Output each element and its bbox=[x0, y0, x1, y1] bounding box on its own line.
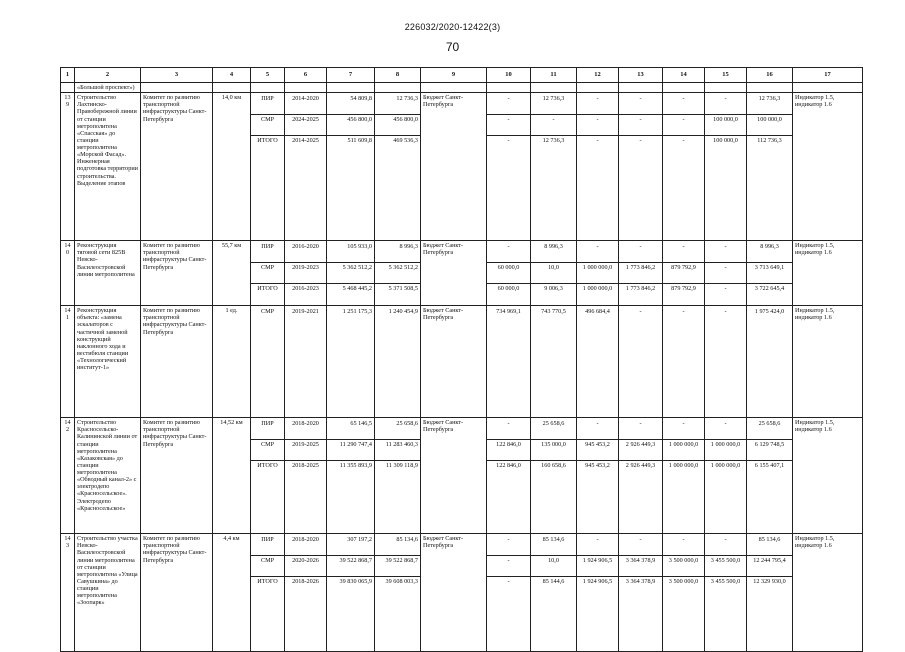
value-col-10: 122 846,0 bbox=[487, 440, 530, 461]
column-number-8: 8 bbox=[375, 68, 421, 83]
funding-source: Бюджет Санкт-Петербурга bbox=[421, 418, 487, 534]
value-col-12: - bbox=[577, 419, 618, 440]
value-col-16: 100 000,0 bbox=[747, 115, 792, 136]
remaining-cost: 1 240 454,9 bbox=[388, 308, 418, 316]
value-col-10: - bbox=[487, 94, 530, 115]
total-cost: 39 830 065,9 bbox=[339, 578, 372, 586]
stage-type: ПИР bbox=[251, 419, 284, 440]
value-col-15: 3 455 500,0 bbox=[710, 578, 741, 586]
value-col-10-cell bbox=[487, 241, 531, 306]
capacity: 14,52 км bbox=[213, 418, 251, 534]
column-number-17: 17 bbox=[793, 68, 863, 83]
value-col-15-cell bbox=[705, 93, 747, 241]
stage-type: ПИР bbox=[251, 94, 284, 115]
total-cost: 65 146,5 bbox=[327, 419, 374, 440]
continuation-row bbox=[61, 83, 863, 93]
stage-type-cell bbox=[251, 241, 285, 306]
value-col-12: 1 000 000,0 bbox=[577, 263, 618, 284]
total-cost: 456 800,0 bbox=[327, 115, 374, 136]
remaining-cost-cell bbox=[375, 418, 421, 534]
value-col-13: - bbox=[619, 94, 662, 115]
value-col-12: - bbox=[577, 535, 618, 556]
total-cost-cell bbox=[327, 241, 375, 306]
total-cost: 307 197,2 bbox=[327, 535, 374, 556]
object-name: Строительство Красносельско-Калининской линии от станции метрополитена «Казаковская» до станции метрополитена «Обводный канал-2» с электродепо «Красносельское». Электродепо «Красносельское» bbox=[75, 418, 141, 534]
value-col-15-cell bbox=[705, 418, 747, 534]
value-col-12: - bbox=[577, 115, 618, 136]
value-col-15-cell bbox=[705, 306, 747, 418]
remaining-cost-cell bbox=[375, 306, 421, 418]
column-number-13: 13 bbox=[619, 68, 663, 83]
indicator: Индикатор 1.5, индикатор 1.6 bbox=[793, 241, 863, 306]
value-col-10-cell bbox=[487, 534, 531, 652]
column-number-4: 4 bbox=[213, 68, 251, 83]
funding-source: Бюджет Санкт-Петербурга bbox=[421, 306, 487, 418]
total-cost: 11 355 893,9 bbox=[339, 462, 372, 470]
total-cost-cell bbox=[327, 418, 375, 534]
value-col-16: 12 329 930,0 bbox=[753, 578, 786, 586]
stage-type: СМР bbox=[251, 115, 284, 136]
column-number-6: 6 bbox=[285, 68, 327, 83]
value-col-10: 60 000,0 bbox=[487, 263, 530, 284]
stage-type: ПИР bbox=[251, 535, 284, 556]
stage-type: ПИР bbox=[251, 242, 284, 263]
value-col-15-cell bbox=[705, 241, 747, 306]
value-col-14: - bbox=[663, 419, 704, 440]
stage-type: ИТОГО bbox=[257, 578, 278, 586]
value-col-10: 734 969,1 bbox=[496, 308, 521, 316]
object-name: Реконструкция объекта: «замена эскалаторов с частичной заменой конструкций наклонного хода и вестибюля станции «Технологический институт-1» bbox=[75, 306, 141, 418]
column-number-1: 1 bbox=[61, 68, 75, 83]
stage-period: 2018-2020 bbox=[285, 535, 326, 556]
value-col-14: 879 792,9 bbox=[671, 285, 696, 293]
stage-period: 2016-2020 bbox=[285, 242, 326, 263]
value-col-13-cell bbox=[619, 418, 663, 534]
column-number-3: 3 bbox=[141, 68, 213, 83]
value-col-14: - bbox=[663, 94, 704, 115]
value-col-16-cell bbox=[747, 534, 793, 652]
value-col-13: 2 926 449,3 bbox=[619, 440, 662, 461]
value-col-13: 2 926 449,3 bbox=[625, 462, 656, 470]
value-col-13-cell bbox=[619, 534, 663, 652]
value-col-10: 60 000,0 bbox=[497, 285, 520, 293]
value-col-15: 1 000 000,0 bbox=[705, 440, 746, 461]
column-number-7: 7 bbox=[327, 68, 375, 83]
value-col-12: 1 924 906,5 bbox=[577, 556, 618, 577]
value-col-15: - bbox=[724, 285, 727, 293]
value-col-10-cell bbox=[487, 418, 531, 534]
table-row bbox=[61, 418, 863, 534]
stage-period: 2024-2025 bbox=[285, 115, 326, 136]
total-cost: 54 809,8 bbox=[327, 94, 374, 115]
remaining-cost: 8 996,3 bbox=[375, 242, 420, 263]
value-col-12-cell bbox=[577, 93, 619, 241]
value-col-14: 3 500 000,0 bbox=[663, 556, 704, 577]
total-cost: 105 933,0 bbox=[327, 242, 374, 263]
funding-source: Бюджет Санкт-Петербурга bbox=[421, 93, 487, 241]
value-col-11: 9 006,3 bbox=[544, 285, 563, 293]
value-col-13: - bbox=[639, 308, 642, 316]
value-col-12: - bbox=[596, 137, 599, 145]
stage-period: 2016-2023 bbox=[292, 285, 319, 293]
column-number-11: 11 bbox=[531, 68, 577, 83]
stage-period: 2019-2021 bbox=[292, 308, 319, 316]
value-col-11: 135 000,0 bbox=[531, 440, 576, 461]
row-number: 139 bbox=[61, 93, 75, 241]
capacity: 14,0 км bbox=[213, 93, 251, 241]
value-col-12: 1 000 000,0 bbox=[582, 285, 613, 293]
value-col-13-cell bbox=[619, 93, 663, 241]
row-number: 140 bbox=[61, 241, 75, 306]
stage-period-cell bbox=[285, 534, 327, 652]
column-number-2: 2 bbox=[75, 68, 141, 83]
total-cost: 5 362 512,2 bbox=[327, 263, 374, 284]
executor: Комитет по развитию транспортной инфраструктуры Санкт-Петербурга bbox=[141, 306, 213, 418]
page-number: 70 bbox=[445, 40, 460, 54]
remaining-cost-cell bbox=[375, 534, 421, 652]
value-col-12: 945 453,2 bbox=[577, 440, 618, 461]
value-col-16-cell bbox=[747, 418, 793, 534]
value-col-15: - bbox=[705, 419, 746, 440]
capacity: 4,4 км bbox=[213, 534, 251, 652]
value-col-15: 1 000 000,0 bbox=[710, 462, 741, 470]
column-number-12: 12 bbox=[577, 68, 619, 83]
total-cost: 11 290 747,4 bbox=[327, 440, 374, 461]
value-col-12: - bbox=[577, 94, 618, 115]
value-col-11: 10,0 bbox=[531, 556, 576, 577]
value-col-14: - bbox=[682, 308, 685, 316]
column-number-15: 15 bbox=[705, 68, 747, 83]
row-number: 142 bbox=[61, 418, 75, 534]
value-col-14: - bbox=[663, 535, 704, 556]
executor: Комитет по развитию транспортной инфраструктуры Санкт-Петербурга bbox=[141, 534, 213, 652]
stage-type: СМР bbox=[251, 556, 284, 577]
table-row bbox=[61, 241, 863, 306]
total-cost-cell bbox=[327, 534, 375, 652]
column-number-5: 5 bbox=[251, 68, 285, 83]
stage-type-cell bbox=[251, 534, 285, 652]
value-col-14: - bbox=[663, 242, 704, 263]
value-col-13: - bbox=[619, 242, 662, 263]
value-col-10-cell bbox=[487, 306, 531, 418]
remaining-cost: 25 658,6 bbox=[375, 419, 420, 440]
remaining-cost: 85 134,6 bbox=[375, 535, 420, 556]
total-cost-cell bbox=[327, 93, 375, 241]
indicator: Индикатор 1.5, индикатор 1.6 bbox=[793, 418, 863, 534]
value-col-16-cell bbox=[747, 306, 793, 418]
object-name: Реконструкция тяговой сети 825В Невско-Василеостровской линии метрополитена bbox=[75, 241, 141, 306]
value-col-11: - bbox=[531, 115, 576, 136]
value-col-12: 945 453,2 bbox=[585, 462, 610, 470]
executor: Комитет по развитию транспортной инфраструктуры Санкт-Петербурга bbox=[141, 418, 213, 534]
remaining-cost: 12 736,3 bbox=[375, 94, 420, 115]
value-col-12-cell bbox=[577, 534, 619, 652]
value-col-11: 160 658,6 bbox=[541, 462, 566, 470]
value-col-16: 112 736,3 bbox=[757, 137, 782, 145]
value-col-14: 1 000 000,0 bbox=[668, 462, 699, 470]
value-col-15: - bbox=[705, 535, 746, 556]
total-cost-cell bbox=[327, 306, 375, 418]
stage-type: СМР bbox=[251, 440, 284, 461]
value-col-10: - bbox=[487, 535, 530, 556]
value-col-16: 1 975 424,0 bbox=[754, 308, 785, 316]
value-col-16: 12 244 795,4 bbox=[747, 556, 792, 577]
value-col-12: 496 684,4 bbox=[585, 308, 610, 316]
stage-type: ИТОГО bbox=[257, 137, 278, 145]
remaining-cost-cell bbox=[375, 241, 421, 306]
executor: Комитет по развитию транспортной инфраструктуры Санкт-Петербурга bbox=[141, 241, 213, 306]
table-row bbox=[61, 306, 863, 418]
value-col-11: 12 736,3 bbox=[531, 94, 576, 115]
value-col-15: - bbox=[705, 242, 746, 263]
value-col-12-cell bbox=[577, 418, 619, 534]
value-col-14-cell bbox=[663, 306, 705, 418]
stage-type-cell bbox=[251, 306, 285, 418]
stage-period: 2019-2023 bbox=[285, 263, 326, 284]
value-col-16: 25 658,6 bbox=[747, 419, 792, 440]
value-col-15: 100 000,0 bbox=[713, 137, 738, 145]
stage-period-cell bbox=[285, 93, 327, 241]
value-col-14-cell bbox=[663, 241, 705, 306]
value-col-10: - bbox=[487, 242, 530, 263]
value-col-13: 3 364 378,9 bbox=[619, 556, 662, 577]
column-number-9: 9 bbox=[421, 68, 487, 83]
stage-period: 2014-2025 bbox=[292, 137, 319, 145]
value-col-16-cell bbox=[747, 241, 793, 306]
indicator: Индикатор 1.5, индикатор 1.6 bbox=[793, 534, 863, 652]
stage-period: 2019-2025 bbox=[285, 440, 326, 461]
stage-type-cell bbox=[251, 93, 285, 241]
object-name: Строительство участка Невско-Василеостровской линии метрополитена от станции метрополитена «Улица Савушкина» до станции метрополитена «Зоопарк» bbox=[75, 534, 141, 652]
value-col-10-cell bbox=[487, 93, 531, 241]
table-row bbox=[61, 93, 863, 241]
value-col-13: 1 773 846,2 bbox=[625, 285, 656, 293]
remaining-cost: 39 522 868,7 bbox=[375, 556, 420, 577]
column-number-14: 14 bbox=[663, 68, 705, 83]
stage-period: 2014-2020 bbox=[285, 94, 326, 115]
value-col-16: 85 134,6 bbox=[747, 535, 792, 556]
value-col-11-cell bbox=[531, 306, 577, 418]
total-cost: 39 522 868,7 bbox=[327, 556, 374, 577]
stage-type: ИТОГО bbox=[257, 285, 278, 293]
value-col-10: - bbox=[487, 115, 530, 136]
value-col-15: - bbox=[705, 263, 746, 284]
program-table bbox=[60, 67, 863, 652]
capacity: 55,7 км bbox=[213, 241, 251, 306]
value-col-13-cell bbox=[619, 241, 663, 306]
value-col-13: - bbox=[619, 115, 662, 136]
value-col-14: - bbox=[663, 115, 704, 136]
funding-source: Бюджет Санкт-Петербурга bbox=[421, 241, 487, 306]
stage-period-cell bbox=[285, 306, 327, 418]
remaining-cost-cell bbox=[375, 93, 421, 241]
value-col-13: - bbox=[619, 535, 662, 556]
stage-type: СМР bbox=[251, 263, 284, 284]
funding-source: Бюджет Санкт-Петербурга bbox=[421, 534, 487, 652]
remaining-cost: 5 362 512,2 bbox=[375, 263, 420, 284]
stage-period: 2018-2025 bbox=[292, 462, 319, 470]
value-col-10: - bbox=[487, 556, 530, 577]
value-col-11: 85 144,6 bbox=[542, 578, 565, 586]
column-number-row bbox=[61, 68, 863, 83]
value-col-13-cell bbox=[619, 306, 663, 418]
column-number-10: 10 bbox=[487, 68, 531, 83]
value-col-14: 879 792,9 bbox=[663, 263, 704, 284]
value-col-13: 1 773 846,2 bbox=[619, 263, 662, 284]
table-row bbox=[61, 534, 863, 652]
total-cost: 5 468 445,2 bbox=[342, 285, 372, 293]
value-col-13: - bbox=[619, 419, 662, 440]
value-col-12: 1 924 906,5 bbox=[582, 578, 613, 586]
value-col-14-cell bbox=[663, 418, 705, 534]
value-col-14: 1 000 000,0 bbox=[663, 440, 704, 461]
row-number: 143 bbox=[61, 534, 75, 652]
value-col-11-cell bbox=[531, 93, 577, 241]
value-col-15: - bbox=[705, 94, 746, 115]
value-col-11-cell bbox=[531, 418, 577, 534]
value-col-16: 3 722 645,4 bbox=[754, 285, 785, 293]
stage-period: 2018-2020 bbox=[285, 419, 326, 440]
value-col-10: - bbox=[507, 137, 510, 145]
total-cost: 511 609,8 bbox=[347, 137, 372, 145]
value-col-14-cell bbox=[663, 93, 705, 241]
value-col-16: 6 129 748,5 bbox=[747, 440, 792, 461]
value-col-10: 122 846,0 bbox=[496, 462, 521, 470]
value-col-16: 3 713 649,1 bbox=[747, 263, 792, 284]
value-col-11-cell bbox=[531, 534, 577, 652]
value-col-13: - bbox=[639, 137, 642, 145]
remaining-cost: 39 608 003,3 bbox=[385, 578, 418, 586]
value-col-11: 25 658,6 bbox=[531, 419, 576, 440]
value-col-16: 12 736,3 bbox=[747, 94, 792, 115]
stage-period-cell bbox=[285, 241, 327, 306]
value-col-11-cell bbox=[531, 241, 577, 306]
value-col-12-cell bbox=[577, 306, 619, 418]
value-col-14-cell bbox=[663, 534, 705, 652]
stage-period: 2018-2026 bbox=[292, 578, 319, 586]
remaining-cost: 456 800,0 bbox=[375, 115, 420, 136]
stage-period: 2020-2026 bbox=[285, 556, 326, 577]
total-cost: 1 251 175,3 bbox=[342, 308, 372, 316]
remaining-cost: 11 283 460,3 bbox=[375, 440, 420, 461]
value-col-16: 6 155 407,1 bbox=[754, 462, 785, 470]
column-number-16: 16 bbox=[747, 68, 793, 83]
value-col-11: 743 770,5 bbox=[541, 308, 566, 316]
value-col-15: 3 455 500,0 bbox=[705, 556, 746, 577]
value-col-15-cell bbox=[705, 534, 747, 652]
remaining-cost: 469 536,3 bbox=[393, 137, 418, 145]
value-col-14: - bbox=[682, 137, 685, 145]
indicator: Индикатор 1.5, индикатор 1.6 bbox=[793, 306, 863, 418]
value-col-11: 85 134,6 bbox=[531, 535, 576, 556]
value-col-15: - bbox=[724, 308, 727, 316]
stage-type-cell bbox=[251, 418, 285, 534]
value-col-10: - bbox=[507, 578, 510, 586]
capacity: 1 ед. bbox=[213, 306, 251, 418]
executor: Комитет по развитию транспортной инфраструктуры Санкт-Петербурга bbox=[141, 93, 213, 241]
remaining-cost: 5 371 508,5 bbox=[388, 285, 418, 293]
value-col-14: 3 500 000,0 bbox=[668, 578, 699, 586]
row-number: 141 bbox=[61, 306, 75, 418]
value-col-16: 8 996,3 bbox=[747, 242, 792, 263]
object-name: Строительство Лахтинско-Правобережной линии от станции метрополитена «Спасская» до станции метрополитена «Морской Фасад». Инженерная подготовка территории строительства. Выделение этапов bbox=[75, 93, 141, 241]
value-col-15: 100 000,0 bbox=[705, 115, 746, 136]
value-col-12: - bbox=[577, 242, 618, 263]
remaining-cost: 11 309 118,9 bbox=[385, 462, 418, 470]
value-col-11: 10,0 bbox=[531, 263, 576, 284]
value-col-13: 3 364 378,9 bbox=[625, 578, 656, 586]
stage-type: СМР bbox=[260, 308, 275, 316]
value-col-10: - bbox=[487, 419, 530, 440]
continuation-name: «Большой проспект») bbox=[75, 83, 141, 93]
value-col-16-cell bbox=[747, 93, 793, 241]
value-col-12-cell bbox=[577, 241, 619, 306]
value-col-11: 8 996,3 bbox=[531, 242, 576, 263]
stage-type: ИТОГО bbox=[257, 462, 278, 470]
stage-period-cell bbox=[285, 418, 327, 534]
value-col-11: 12 736,3 bbox=[542, 137, 565, 145]
indicator: Индикатор 1.5, индикатор 1.6 bbox=[793, 93, 863, 241]
document-code: 226032/2020-12422(3) bbox=[404, 22, 501, 32]
